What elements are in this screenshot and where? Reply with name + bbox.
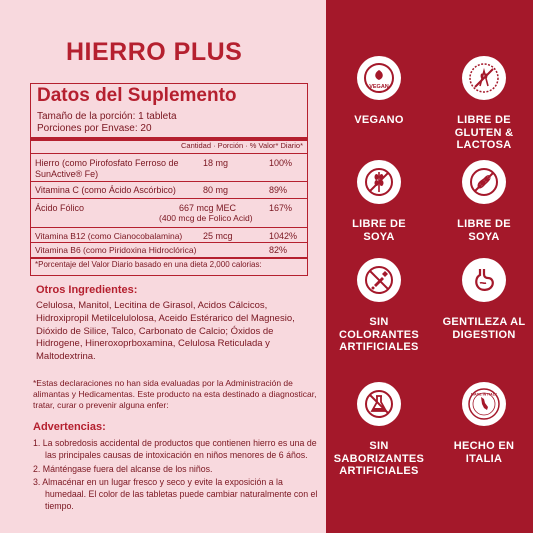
- badge-no-flavors: [329, 382, 429, 478]
- serving-info: [37, 111, 177, 135]
- badge-label: GENTILEZA AL DIGESTION: [442, 316, 526, 341]
- badge-label: LIBRE DE GLUTEN & LACTOSA: [454, 114, 514, 151]
- warning-item: 2. Mánténgase fuera del alcanse de los niños.: [33, 463, 213, 474]
- warning-item: 3. Almacénar en un lugar fresco y seco y evite la exposición a la humedaal. El color de las tabletas puede cambiar naturalmente con el tiempo.: [33, 477, 318, 511]
- other-ingredients-title: Otros Ingredientes:: [36, 284, 138, 296]
- badge-no-colorants: [329, 258, 429, 354]
- badge-made-in-italy: [434, 382, 533, 465]
- made-in-italy-icon: [462, 382, 506, 426]
- made-in-italy-icon-text: MADE IN ITALY: [471, 392, 497, 397]
- facts-heading: Datos del Suplemento: [37, 85, 237, 106]
- no-flavors-icon: [357, 382, 401, 426]
- rule: [31, 181, 307, 182]
- badge-label: SIN SABORIZANTES ARTIFICIALES: [333, 440, 425, 477]
- stomach-icon: [462, 258, 506, 302]
- vegan-icon-text: VEGAN: [369, 84, 389, 90]
- badge-label: LIBRE DE SOYA: [457, 218, 511, 243]
- rule: [31, 153, 307, 154]
- badge-label: SIN COLORANTES ARTIFICIALES: [339, 316, 419, 353]
- warnings-list: [33, 438, 318, 515]
- facts-footnote: *Porcentaje del Valor Diario basado en una dieta 2,000 calorias:: [35, 260, 262, 269]
- soy-free-icon: [462, 160, 506, 204]
- vegan-icon: [357, 56, 401, 100]
- rule: [31, 198, 307, 199]
- badges-panel: [326, 0, 533, 533]
- gluten-lactose-free-icon: [462, 56, 506, 100]
- rule: [31, 242, 307, 243]
- rule: [31, 227, 307, 228]
- other-ingredients-text: Celulosa, Manitol, Lecitina de Girasol, Acidos Cálcicos, Hidroxipropil Metilcelulolosa, Aceido Estérarico del Magnesio, Dióxido de Silice, Talco, Carbonato de Calcio; Óxidos de Hidrogene, Hineroxорrboxamina, Celulosa Reticulada y Maltodextrina.: [36, 300, 295, 363]
- servings-per-container: Porciones por Envase: 20: [37, 123, 152, 134]
- badge-vegan: [329, 56, 429, 127]
- badge-digestion: [434, 258, 533, 341]
- rule: [31, 257, 307, 259]
- badge-soy-free-1: [329, 160, 429, 243]
- supplement-facts: Datos del Suplemento Tamaño de la porción: 1 tableta Porciones por Envase: 20 Cantidad · Porción · % Valor* Diario* Hierro (como Pirofosfato Ferroso de SunActive® Fe) 18 mg 100% Vitamina C (como Ácido Ascórbico) 80 mg 89% Ácido Fólico 667 mcg MEC (400 mcg de Folico Acid) 167% Vitamina B12 (como Cianocobalamina) 25 mcg 1042% Vitamina B6 (como Piridoxina Hidroclórica) 82% *Porcentaje del Valor Diario basado en una dieta 2,000 calorias:: [30, 83, 308, 276]
- product-title: HIERRO PLUS: [66, 38, 243, 66]
- disclaimer: *Estas declaraciones no han sida evaluadas por la Administración de alimantas y Hedicamentas. Este producto na esta destinado a diagnosticar, tratar, curar o prevenir alguna enfer:: [33, 378, 317, 410]
- warnings-title: Advertencias:: [33, 421, 106, 433]
- badge-label: VEGANO: [354, 114, 404, 126]
- warning-item: 1. La sobredosis accidental de productos que contienen hierro es una de las principales causas de intoxicación en niños menores de 6 áños.: [33, 438, 317, 460]
- badge-label: LIBRE DE SOYA: [352, 218, 406, 243]
- badge-soy-free-2: [434, 160, 533, 243]
- badge-gluten-lactose: [434, 56, 533, 152]
- no-colorants-icon: [357, 258, 401, 302]
- serving-size: Tamaño de la porción: 1 tableta: [37, 111, 177, 122]
- column-header: Cantidad · Porción · % Valor* Diario*: [181, 141, 303, 150]
- badge-label: HECHO EN ITALIA: [453, 440, 515, 465]
- wheat-free-icon: [357, 160, 401, 204]
